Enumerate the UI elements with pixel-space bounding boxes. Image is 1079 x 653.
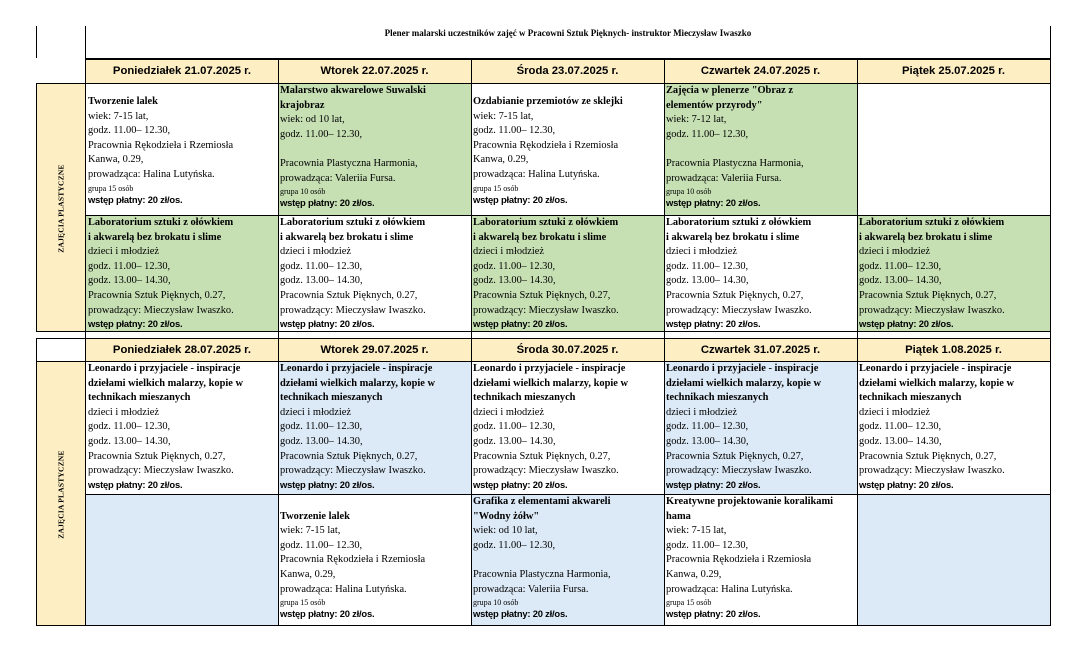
activity-fee: wstęp płatny: 20 zł/os. (859, 478, 954, 490)
activity-detail: godz. 13.00– 14.30, (88, 275, 171, 287)
activity-w1-tue-2 (278, 216, 471, 332)
grid-line (36, 26, 37, 58)
blank-line (280, 142, 471, 157)
activity-title: technikach mieszanych (473, 392, 576, 404)
activity-w1-tue-1 (278, 84, 471, 216)
activity-w2-fri-2 (857, 495, 1050, 626)
day-header-w2-thu: Czwartek 31.07.2025 r. (664, 339, 857, 362)
grid-line (36, 83, 1051, 84)
activity-w2-mon-1 (86, 362, 278, 495)
activity-title: technikach mieszanych (859, 392, 962, 404)
activity-detail: prowadzący: Mieczysław Iwaszko. (473, 304, 619, 316)
activity-w1-wed-1 (471, 84, 664, 216)
activity-w1-mon-2 (86, 216, 278, 332)
activity-detail: Pracownia Plastyczna Harmonia, (666, 157, 804, 169)
grid-line (36, 331, 1051, 332)
activity-title: Leonardo i przyjaciele - inspiracje (473, 363, 626, 374)
section-label-week1: ZAJĘCIA PLASTYCZNE (36, 84, 86, 332)
activity-fee: wstęp płatny: 20 zł/os. (666, 478, 761, 490)
activity-detail: prowadzący: Mieczysław Iwaszko. (88, 465, 234, 477)
activity-detail: godz. 13.00– 14.30, (666, 435, 749, 447)
activity-title: Grafika z elementami akwareli (473, 496, 611, 507)
activity-title: hama (666, 510, 691, 522)
activity-detail: Pracownia Rękodzieła i Rzemiosła (88, 139, 234, 151)
activity-detail: prowadząca: Valeriia Fursa. (280, 172, 396, 184)
activity-title: Laboratorium sztuki z ołówkiem (666, 217, 812, 228)
activity-detail: Pracownia Sztuk Pięknych, 0.27, (859, 450, 997, 462)
activity-detail: godz. 11.00– 12.30, (666, 128, 749, 140)
activity-detail: godz. 11.00– 12.30, (280, 539, 363, 551)
activity-detail: wiek: 7-12 lat, (666, 114, 727, 126)
activity-fee: wstęp płatny: 20 zł/os. (473, 318, 568, 330)
activity-detail: prowadzący: Mieczysław Iwaszko. (88, 304, 234, 316)
activity-title: dziełami wielkich malarzy, kopie w (859, 377, 1014, 389)
activity-group-size: grupa 10 osób (666, 187, 712, 197)
activity-detail: dzieci i młodzież (88, 246, 159, 258)
activity-group-size: grupa 15 osób (280, 598, 326, 608)
activity-detail: godz. 11.00– 12.30, (473, 539, 556, 551)
activity-title: Malarstwo akwarelowe Suwalski (280, 85, 426, 96)
page-title: Plener malarski uczestników zajęć w Pracowni Sztuk Pięknych- instruktor Mieczysław Iwaszko (384, 28, 752, 38)
grid-line (85, 26, 86, 626)
activity-fee: wstęp płatny: 20 zł/os. (280, 318, 375, 330)
grid-line (36, 625, 1051, 626)
activity-title: i akwarelą bez brokatu i slime (473, 231, 607, 243)
activity-title: Leonardo i przyjaciele - inspiracje (859, 363, 1012, 374)
activity-detail: Pracownia Sztuk Pięknych, 0.27, (88, 450, 226, 462)
activity-w2-wed-1 (471, 362, 664, 495)
activity-fee: wstęp płatny: 20 zł/os. (666, 608, 761, 620)
activity-title: Laboratorium sztuki z ołówkiem (88, 217, 234, 228)
activity-title: technikach mieszanych (666, 392, 769, 404)
grid-line (36, 338, 1051, 339)
activity-title: Laboratorium sztuki z ołówkiem (473, 217, 619, 228)
activity-w1-wed-2 (471, 216, 664, 332)
activity-w2-thu-2 (664, 495, 857, 626)
activity-detail: prowadząca: Valeriia Fursa. (666, 172, 782, 184)
activity-detail: wiek: od 10 lat, (280, 114, 345, 126)
activity-w2-mon-2 (86, 495, 278, 626)
activity-detail: godz. 11.00– 12.30, (280, 260, 363, 272)
activity-group-size: grupa 10 osób (473, 598, 519, 608)
grid-line (86, 494, 1051, 495)
activity-detail: prowadzący: Mieczysław Iwaszko. (666, 465, 812, 477)
activity-w1-mon-1 (86, 84, 278, 216)
activity-detail: Pracownia Sztuk Pięknych, 0.27, (280, 450, 418, 462)
activity-detail: dzieci i młodzież (666, 406, 737, 418)
activity-detail: Kanwa, 0.29, (666, 568, 722, 580)
activity-detail: wiek: 7-15 lat, (88, 110, 149, 122)
activity-fee: wstęp płatny: 20 zł/os. (88, 318, 183, 330)
day-header-w2-mon: Poniedziałek 28.07.2025 r. (86, 339, 278, 362)
activity-detail: dzieci i młodzież (859, 246, 930, 258)
activity-detail: wiek: od 10 lat, (473, 525, 538, 537)
activity-title: elementów przyrody" (666, 99, 763, 111)
activity-group-size: grupa 10 osób (280, 187, 326, 197)
activity-detail: Pracownia Sztuk Pięknych, 0.27, (666, 450, 804, 462)
activity-detail: godz. 11.00– 12.30, (473, 260, 556, 272)
activity-detail: godz. 11.00– 12.30, (88, 125, 171, 137)
activity-detail: prowadząca: Valeriia Fursa. (473, 583, 589, 595)
activity-fee: wstęp płatny: 20 zł/os. (859, 318, 954, 330)
grid-line (36, 83, 37, 332)
activity-w2-fri-1 (857, 362, 1050, 495)
activity-detail: godz. 13.00– 14.30, (280, 275, 363, 287)
activity-w2-tue-1 (278, 362, 471, 495)
grid-line (471, 58, 472, 626)
activity-detail: Pracownia Sztuk Pięknych, 0.27, (473, 289, 611, 301)
activity-group-size: grupa 15 osób (473, 183, 519, 193)
day-header-w1-wed: Środa 23.07.2025 r. (471, 60, 664, 84)
activity-detail: wiek: 7-15 lat, (473, 110, 534, 122)
grid-line (36, 361, 1051, 362)
activity-w1-fri-2 (857, 216, 1050, 332)
activity-title: i akwarelą bez brokatu i slime (88, 231, 222, 243)
activity-title: technikach mieszanych (280, 392, 383, 404)
activity-detail: Kanwa, 0.29, (280, 568, 336, 580)
activity-detail: prowadzący: Mieczysław Iwaszko. (859, 465, 1005, 477)
grid-line (1050, 26, 1051, 626)
activity-detail: prowadząca: Halina Lutyńska. (666, 583, 793, 595)
activity-detail: Pracownia Sztuk Pięknych, 0.27, (859, 289, 997, 301)
activity-detail: dzieci i młodzież (859, 406, 930, 418)
activity-w1-thu-1 (664, 84, 857, 216)
day-header-w1-mon: Poniedziałek 21.07.2025 r. (86, 60, 278, 84)
activity-fee: wstęp płatny: 20 zł/os. (473, 478, 568, 490)
blank-line (280, 495, 471, 510)
activity-detail: godz. 11.00– 12.30, (666, 421, 749, 433)
activity-title: Zajęcia w plenerze "Obraz z (666, 85, 793, 96)
activity-detail: Kanwa, 0.29, (88, 154, 144, 166)
activity-title: Kreatywne projektowanie koralikami (666, 496, 834, 507)
activity-detail: dzieci i młodzież (280, 246, 351, 258)
activity-detail: godz. 11.00– 12.30, (666, 539, 749, 551)
activity-title: Tworzenie lalek (280, 510, 350, 522)
activity-detail: Pracownia Rękodzieła i Rzemiosła (666, 554, 812, 566)
grid-line (36, 338, 37, 626)
activity-fee: wstęp płatny: 20 zł/os. (666, 318, 761, 330)
activity-title: Leonardo i przyjaciele - inspiracje (88, 363, 241, 374)
activity-detail: Pracownia Rękodzieła i Rzemiosła (280, 554, 426, 566)
activity-detail: godz. 11.00– 12.30, (859, 260, 942, 272)
activity-detail: godz. 11.00– 12.30, (280, 128, 363, 140)
activity-detail: prowadzący: Mieczysław Iwaszko. (666, 304, 812, 316)
activity-detail: Pracownia Rękodzieła i Rzemiosła (473, 139, 619, 151)
activity-group-size: grupa 15 osób (88, 183, 134, 193)
activity-detail: prowadzący: Mieczysław Iwaszko. (859, 304, 1005, 316)
day-header-w2-wed: Środa 30.07.2025 r. (471, 339, 664, 362)
activity-fee: wstęp płatny: 20 zł/os. (473, 608, 568, 620)
activity-detail: prowadzący: Mieczysław Iwaszko. (473, 465, 619, 477)
activity-detail: wiek: 7-15 lat, (280, 525, 341, 537)
activity-detail: godz. 13.00– 14.30, (473, 435, 556, 447)
activity-detail: prowadzący: Mieczysław Iwaszko. (280, 465, 426, 477)
day-header-w1-fri: Piątek 25.07.2025 r. (857, 60, 1050, 84)
activity-title: Leonardo i przyjaciele - inspiracje (280, 363, 433, 374)
activity-detail: Pracownia Sztuk Pięknych, 0.27, (473, 450, 611, 462)
section-label-week2: ZAJĘCIA PLASTYCZNE (36, 362, 86, 626)
activity-detail: godz. 11.00– 12.30, (473, 421, 556, 433)
activity-detail: dzieci i młodzież (280, 406, 351, 418)
activity-detail: godz. 11.00– 12.30, (88, 421, 171, 433)
activity-title: "Wodny żółw" (473, 510, 540, 522)
activity-detail: dzieci i młodzież (473, 406, 544, 418)
activity-group-size: grupa 15 osób (666, 598, 712, 608)
activity-fee: wstęp płatny: 20 zł/os. (666, 197, 761, 209)
activity-detail: godz. 13.00– 14.30, (88, 435, 171, 447)
activity-detail: godz. 13.00– 14.30, (666, 275, 749, 287)
activity-title: Ozdabianie przemiotów ze sklejki (473, 96, 623, 107)
activity-detail: godz. 13.00– 14.30, (859, 275, 942, 287)
activity-detail: Pracownia Sztuk Pięknych, 0.27, (280, 289, 418, 301)
activity-fee: wstęp płatny: 20 zł/os. (473, 193, 568, 205)
day-header-w2-tue: Wtorek 29.07.2025 r. (278, 339, 471, 362)
activity-detail: godz. 13.00– 14.30, (473, 275, 556, 287)
activity-detail: godz. 11.00– 12.30, (859, 421, 942, 433)
activity-w2-wed-2 (471, 495, 664, 626)
activity-title: technikach mieszanych (88, 392, 191, 404)
activity-detail: godz. 11.00– 12.30, (473, 125, 556, 137)
activity-title: dziełami wielkich malarzy, kopie w (280, 377, 435, 389)
activity-title: dziełami wielkich malarzy, kopie w (666, 377, 821, 389)
activity-w2-tue-2 (278, 495, 471, 626)
activity-title: Laboratorium sztuki z ołówkiem (859, 217, 1005, 228)
activity-title: Laboratorium sztuki z ołówkiem (280, 217, 426, 228)
activity-detail: dzieci i młodzież (473, 246, 544, 258)
activity-detail: Kanwa, 0.29, (473, 154, 529, 166)
activity-title: i akwarelą bez brokatu i slime (859, 231, 993, 243)
activity-detail: godz. 11.00– 12.30, (280, 421, 363, 433)
activity-detail: prowadząca: Halina Lutyńska. (280, 583, 407, 595)
activity-detail: godz. 13.00– 14.30, (280, 435, 363, 447)
day-header-w2-fri: Piątek 1.08.2025 r. (857, 339, 1050, 362)
day-header-w1-tue: Wtorek 22.07.2025 r. (278, 60, 471, 84)
activity-title: i akwarelą bez brokatu i slime (280, 231, 414, 243)
activity-detail: prowadząca: Halina Lutyńska. (473, 168, 600, 180)
grid-line (86, 58, 1051, 60)
activity-detail: Pracownia Plastyczna Harmonia, (473, 568, 611, 580)
activity-fee: wstęp płatny: 20 zł/os. (280, 197, 375, 209)
activity-fee: wstęp płatny: 20 zł/os. (280, 608, 375, 620)
activity-detail: dzieci i młodzież (666, 246, 737, 258)
activity-detail: godz. 11.00– 12.30, (666, 260, 749, 272)
blank-line (666, 142, 857, 157)
blank-line (473, 553, 664, 568)
activity-detail: prowadzący: Mieczysław Iwaszko. (280, 304, 426, 316)
activity-fee: wstęp płatny: 20 zł/os. (88, 478, 183, 490)
activity-w1-thu-2 (664, 216, 857, 332)
grid-line (857, 58, 858, 626)
activity-title: krajobraz (280, 99, 325, 111)
activity-detail: Pracownia Sztuk Pięknych, 0.27, (666, 289, 804, 301)
activity-fee: wstęp płatny: 20 zł/os. (88, 193, 183, 205)
activity-title: dziełami wielkich malarzy, kopie w (88, 377, 243, 389)
day-header-w1-thu: Czwartek 24.07.2025 r. (664, 60, 857, 84)
grid-line (664, 58, 665, 626)
activity-title: dziełami wielkich malarzy, kopie w (473, 377, 628, 389)
activity-title: Leonardo i przyjaciele - inspiracje (666, 363, 819, 374)
activity-w2-thu-1 (664, 362, 857, 495)
grid-line (278, 58, 279, 626)
activity-title: Tworzenie lalek (88, 96, 158, 107)
activity-title: i akwarelą bez brokatu i slime (666, 231, 800, 243)
grid-line (86, 215, 1051, 216)
activity-detail: Pracownia Plastyczna Harmonia, (280, 157, 418, 169)
activity-detail: wiek: 7-15 lat, (666, 525, 727, 537)
activity-detail: godz. 11.00– 12.30, (88, 260, 171, 272)
activity-detail: prowadząca: Halina Lutyńska. (88, 168, 215, 180)
activity-detail: dzieci i młodzież (88, 406, 159, 418)
activity-detail: godz. 13.00– 14.30, (859, 435, 942, 447)
activity-w1-fri-1 (857, 84, 1050, 216)
activity-detail: Pracownia Sztuk Pięknych, 0.27, (88, 289, 226, 301)
activity-fee: wstęp płatny: 20 zł/os. (280, 478, 375, 490)
